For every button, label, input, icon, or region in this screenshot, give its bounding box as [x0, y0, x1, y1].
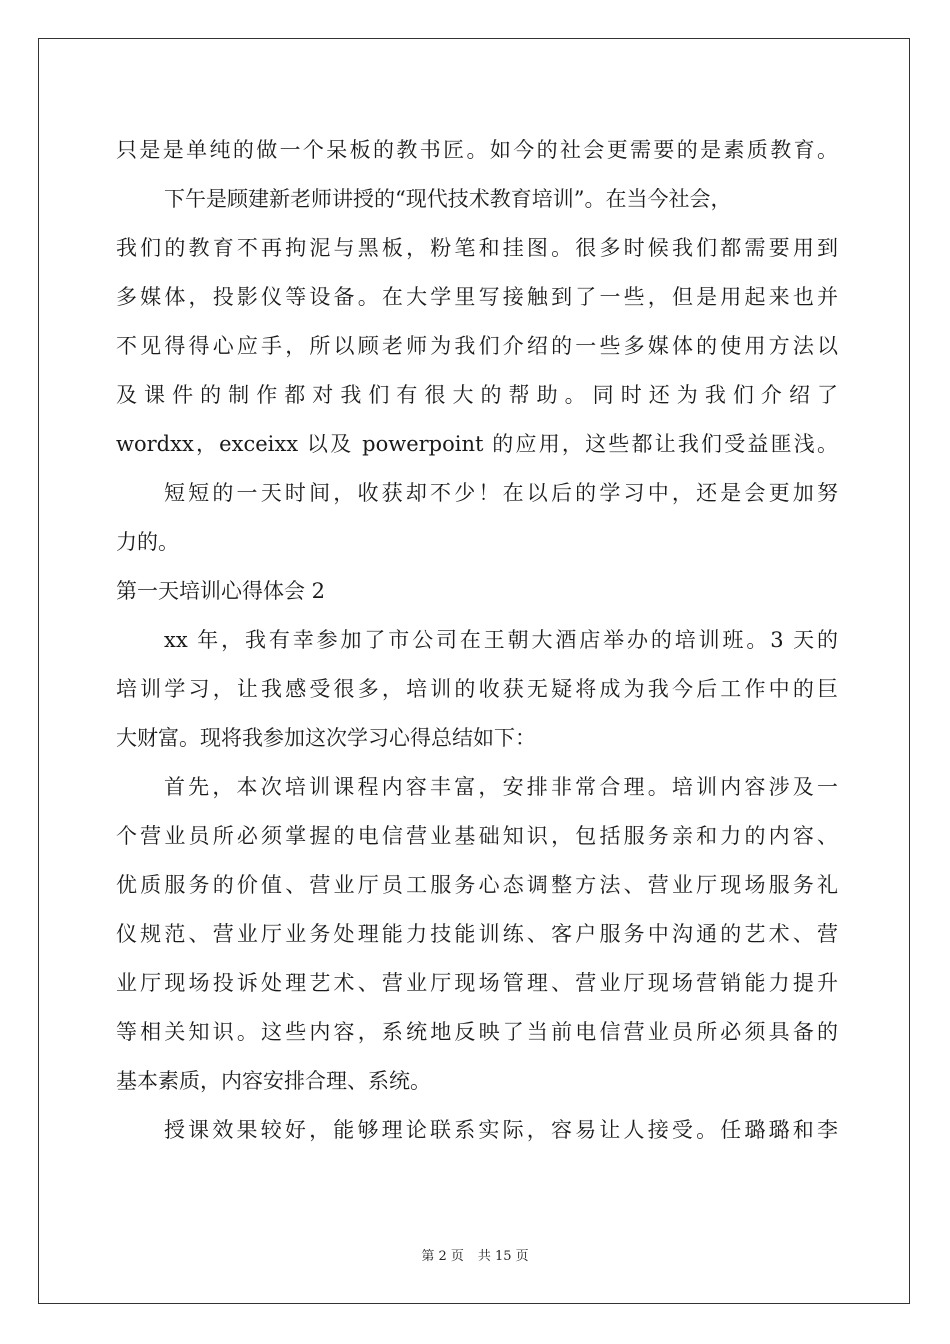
- page-total: 共 15 页: [477, 1249, 529, 1264]
- paragraph-line: 多媒体，投影仪等设备。在大学里写接触到了一些，但是用起来也并: [116, 285, 838, 309]
- paragraph-line: 培训学习，让我感受很多，培训的收获无疑将成为我今后工作中的巨: [116, 677, 838, 701]
- paragraph-line: 下午是顾建新老师讲授的“现代技术教育培训”。在当今社会，: [164, 187, 732, 211]
- paragraph-line: 及课件的制作都对我们有很大的帮助。同时还为我们介绍了: [116, 383, 838, 407]
- paragraph-line: 授课效果较好，能够理论联系实际，容易让人接受。任璐璐和李: [164, 1118, 838, 1142]
- paragraph-line: 优质服务的价值、营业厅员工服务心态调整方法、营业厅现场服务礼: [116, 873, 838, 897]
- paragraph-line: 力的。: [116, 530, 179, 554]
- paragraph-line: 只是是单纯的做一个呆板的教书匠。如今的社会更需要的是素质教育。: [116, 138, 838, 162]
- paragraph-line: 大财富。现将我参加这次学习心得总结如下：: [116, 726, 536, 750]
- page-footer: [0, 1248, 950, 1266]
- paragraph-line: 等相关知识。这些内容，系统地反映了当前电信营业员所必须具备的: [116, 1020, 838, 1044]
- paragraph-line: 首先，本次培训课程内容丰富，安排非常合理。培训内容涉及一: [164, 775, 838, 799]
- paragraph-line: 业厅现场投诉处理艺术、营业厅现场管理、营业厅现场营销能力提升: [116, 971, 838, 995]
- paragraph-line: 基本素质，内容安排合理、系统。: [116, 1069, 431, 1093]
- paragraph-line: 我们的教育不再拘泥与黑板，粉笔和挂图。很多时候我们都需要用到: [116, 236, 838, 260]
- paragraph-line: 个营业员所必须掌握的电信营业基础知识，包括服务亲和力的内容、: [116, 824, 838, 848]
- section-heading: 第一天培训心得体会 2: [116, 579, 326, 603]
- paragraph-line: 仪规范、营业厅业务处理能力技能训练、客户服务中沟通的艺术、营: [116, 922, 838, 946]
- paragraph-line: wordxx，exceixx 以及 powerpoint 的应用，这些都让我们受益匪浅。: [116, 432, 838, 456]
- paragraph-line: 短短的一天时间，收获却不少！在以后的学习中，还是会更加努: [164, 481, 838, 505]
- paragraph-line: xx 年，我有幸参加了市公司在王朝大酒店举办的培训班。3 天的: [164, 628, 838, 652]
- paragraph-line: 不见得得心应手，所以顾老师为我们介绍的一些多媒体的使用方法以: [116, 334, 838, 358]
- page-number: 第 2 页: [421, 1249, 464, 1264]
